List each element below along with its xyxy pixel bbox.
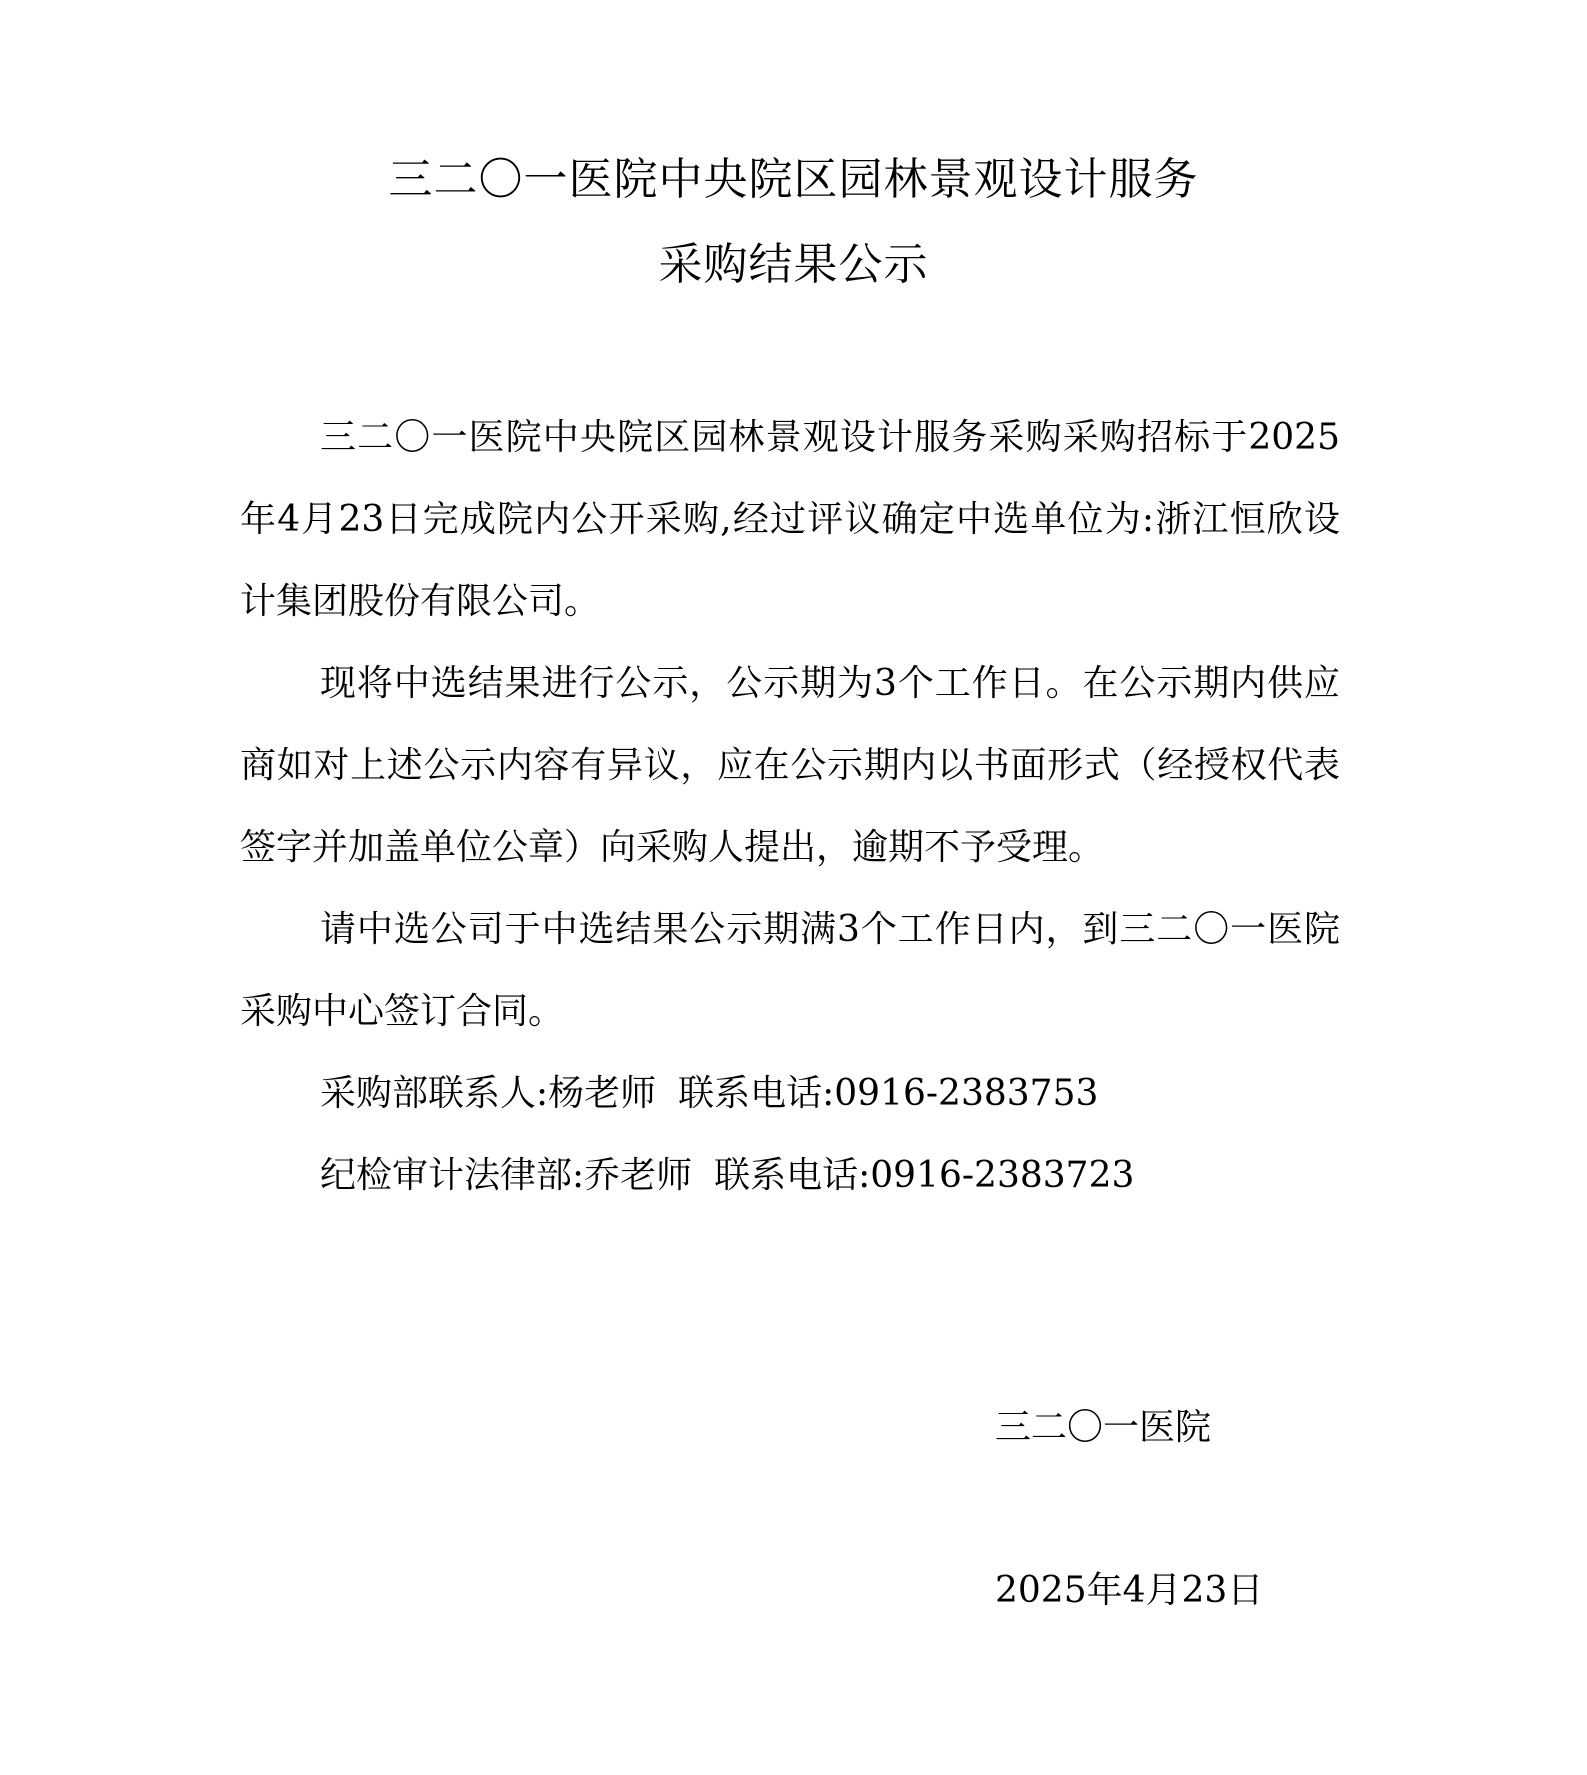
contact-person: 采购部联系人:杨老师 — [320, 1073, 657, 1114]
contact-phone: 联系电话:0916-2383723 — [714, 1155, 1135, 1196]
document-body — [240, 397, 1340, 1217]
document-title-line-1: 三二〇一医院中央院区园林景观设计服务 — [388, 154, 1199, 205]
contact-person: 纪检审计法律部:乔老师 — [320, 1155, 693, 1196]
contact-phone: 联系电话:0916-2383753 — [678, 1073, 1099, 1114]
paragraph-procurement-result: 三二〇一医院中央院区园林景观设计服务采购采购招标于2025年4月23日完成院内公开采购,经过评议确定中选单位为:浙江恒欣设计集团股份有限公司。 — [240, 417, 1340, 622]
paragraph-publicity-period: 现将中选结果进行公示，公示期为3个工作日。在公示期内供应商如对上述公示内容有异议，应在公示期内以书面形式（经授权代表签字并加盖单位公章）向采购人提出，逾期不予受理。 — [240, 663, 1340, 868]
contact-line-procurement — [240, 1053, 1340, 1135]
signature-date: 2025年4月23日 — [995, 1570, 1264, 1611]
signature-organization: 三二〇一医院 — [995, 1407, 1212, 1448]
document-title-line-2: 采购结果公示 — [658, 239, 929, 290]
contact-line-audit — [240, 1135, 1340, 1217]
paragraph-contract-signing: 请中选公司于中选结果公示期满3个工作日内，到三二〇一医院采购中心签订合同。 — [240, 909, 1340, 1032]
